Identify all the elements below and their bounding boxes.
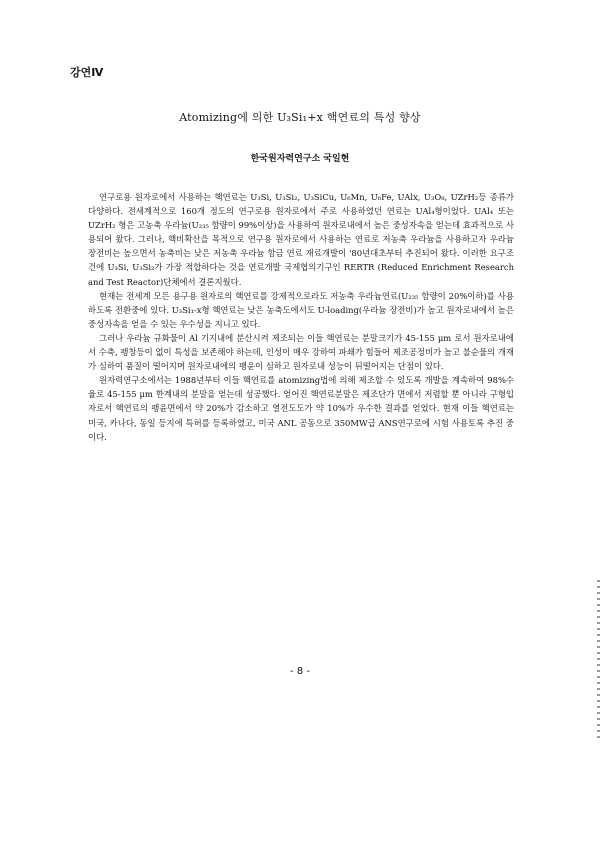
- paragraph-4: 원자력연구소에서는 1988년부터 이들 핵연료를 atomizing법에 의해 제조할 수 있도록 개발을 계속하여 98%수율로 45-155 μm 한계내의 분말을 얻는데 성공했다. 얻어진 핵연료분말은 제조단가 면에서 저렴할 뿐 아니라 구형입자로서 핵연료의 팽윤면에서 약 20%가 감소하고 열전도도가 약 10%가 우수한 결과를 얻었다. 현재 이들 핵연료는 미국, 카나다, 동일 등지에 특허를 등록하였고, 미국 ANL 공동으로 350MW급 ANS연구로에 시험 사용토록 추진 중이다.: [88, 375, 514, 442]
- paragraph-3: 그러나 우라늄 규화물이 Al 기지내에 분산시켜 제조되는 이들 핵연료는 분말크기가 45-155 μm 로서 원자로내에서 수축, 팽창등이 없이 특성을 보존해야 하는데, 인성이 매우 강하여 파쇄가 힘들어 제조공정비가 높고 불순물의 개재가 심하여 품질이 떨어지며 원자로내에의 팽윤이 심하고 원자로내 성능이 뒤떨어지는 단점이 있다.: [88, 332, 514, 372]
- section-label: 강연Ⅳ: [70, 66, 104, 79]
- page-number: - 8 -: [290, 666, 310, 677]
- body-text: [88, 190, 514, 444]
- paragraph-2: 현재는 전세계 모든 용구용 원자로의 핵연료를 강제적으로라도 저농축 우라늄연료(U₂₃₅ 함량이 20%이하)를 사용하도록 전환중에 있다. U₃Si₁-x형 핵연료는 낮은 농축도에서도 U-loading(우라늄 장전비)가 높고 원자로내에서 높은 중성자속을 얻을 수 있는 우수성을 지니고 있다.: [88, 290, 514, 329]
- author-affiliation: 한국원자력연구소 국일현: [250, 154, 350, 164]
- paragraph-1: 연구로용 원자로에서 사용하는 핵연료는 U₃Si, U₃Si₂, U₃SiCu, U₆Mn, U₆Fe, UAlx, U₃O₈, UZrH₂등 종류가 다양하다. 전세계적으로 160개 정도의 연구로용 원자로에서 주로 사용하였던 연료는 UAl₄형이었다. UAl₄ 또는 UZrH₂ 형은 고농축 우라늄(U₂₃₅ 함량이 99%이상)을 사용하여 원자로내에서 높은 중성자속을 얻는데 효과적으로 사용되어 왔다. 그러나, 핵비확산을 목적으로 연구용 원자로에서 사용하는 연료로 저농축 우라늄을 사용하고자 우라늄 장전비는 높으면서 농축비는 낮은 저농축 우라늄 함금 연료 재료개발이 '80년대초부터 추진되어 왔다. 이러한 요구조건에 U₃Si, U₃Si₂가 가장 적합하다는 것을 연료개발 국제협의기구인 RERTR (Reduced Enrichment Research and Test Reactor)단체에서 결론지웠다.: [88, 192, 514, 287]
- document-title: Atomizing에 의한 U₃Si₁+x 핵연료의 특성 향상: [179, 111, 421, 124]
